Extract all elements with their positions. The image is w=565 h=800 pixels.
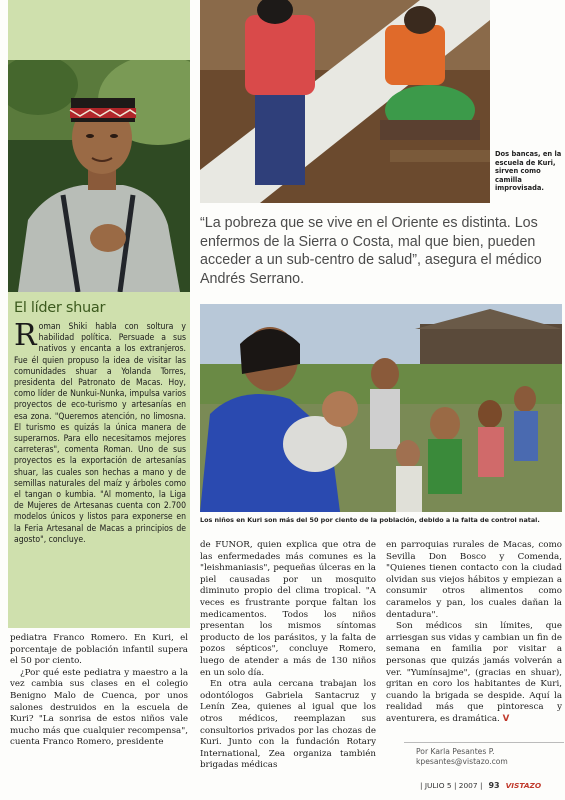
end-mark: V (502, 713, 510, 724)
clinic-beds-photo (200, 0, 490, 203)
paragraph: de FUNOR, quien explica que otra de las enfermedades más comunes es la "leishmaniasis", pequeñas úlceras en la piel causadas por un mosquito diminuto propio del clima tropical. "A veces es frustrante porque faltan los medicamentos. Todos los niños presentan los mismos síntomas producto de los parásitos, y la falta de pozos sépticos", concluye Romero, luego de atender a más de 130 niños en un solo día. (200, 540, 376, 678)
magazine-logo: VISTAZO (505, 781, 542, 790)
paragraph: ¿Por qué este pediatra y maestro a la vez cambia sus clases en el colegio Benigno Malo de Cuenca, por unos salones destruidos en la escuela de Kuri? "La sonrisa de estos niños vale mucho más que cualquier recompensa", cuenta Franco Romero, presidente (10, 667, 188, 748)
issue-date: | JULIO 5 | 2007 | (420, 781, 483, 790)
shuar-leader-photo (8, 60, 190, 292)
sidebar-title: El líder shuar (14, 300, 106, 316)
body-column-2 (200, 540, 376, 772)
paragraph: en parroquias rurales de Macas, como Sevilla Don Bosco y Comenda, "Quienes tienen contacto con la ciudad olvidan sus viejos hábitos y empiezan a consumir otros alimentos como caramelos y pan, los cuales dañan la dentadura". (386, 540, 562, 620)
sidebar-paragraph: oman Shiki habla con soltura y habilidad política. Persuade a sus nativos y encanta a los extranjeros. Fue él quien propuso la idea de visitar las comunidades shuar a Yolanda Torres, presidenta del Patronato de Macas. Hoy, como líder de Nunkui-Nunka, impulsa varios proyectos de eco-turismo y artesanías en esa zona. "Queremos atención, no limosna. El turismo es quizás la única manera de superarnos. Para ello necesitamos mejores carreteras", comenta Roman. Uno de sus proyectos es la exportación de artesanías shuar, las cuales son hechas a mano y de semillas naturales del maíz y árboles como el tangan o kumbia. "Al momento, la Liga de Mujeres de Artesanas cuenta con 2.700 modelos únicos y listos para exponerse en la Feria Artesanal de Macas a principios de agosto", concluye. (14, 322, 186, 545)
paragraph-text: Son médicos sin límites, que arriesgan sus vidas y cambian un fin de semana en familia por visitar a personas que quizás jamás volverán a ver. "Yumínsajme", (gracias en shuar), gritan en coro los habitantes de Kuri, cuando la brigada se despide. Aquí la realidad más que pintoresca y aventurera, es dramática. (386, 621, 562, 724)
page-number: 93 (488, 781, 500, 790)
pull-quote: “La pobreza que se vive en el Oriente es distinta. Los enfermos de la Sierra o Costa, mal que bien, pueden acceder a un sub-centro de salud”, asegura el médico Andrés Serrano. (200, 215, 542, 287)
sidebar-body (14, 318, 186, 546)
paragraph (386, 621, 562, 725)
page-footer (420, 781, 541, 790)
author-name: Por Karla Pesantes P. (416, 747, 495, 756)
paragraph: pediatra Franco Romero. En Kuri, el porcentaje de población infantil supera el 50 por ciento. (10, 633, 188, 667)
children-photo (200, 304, 562, 512)
body-column-1 (10, 633, 188, 749)
beds-caption: Dos bancas, en la escuela de Kuri, sirven como camilla improvisada. (495, 150, 562, 192)
body-column-3 (386, 540, 562, 726)
author-email: kpesantes@vistazo.com (416, 757, 508, 766)
paragraph: En otra aula cercana trabajan los odontólogos Gabriela Santacruz y Lenín Zea, quienes al igual que los otros médicos, reemplazan sus consultorios privados por las chozas de Kuri. Junto con la fundación Rotary International, Zea organiza también brigadas médicas (200, 679, 376, 771)
byline (404, 742, 564, 767)
drop-cap: R (14, 318, 37, 353)
children-caption: Los niños en Kuri son más del 50 por ciento de la población, debido a la falta de control natal. (200, 516, 540, 524)
